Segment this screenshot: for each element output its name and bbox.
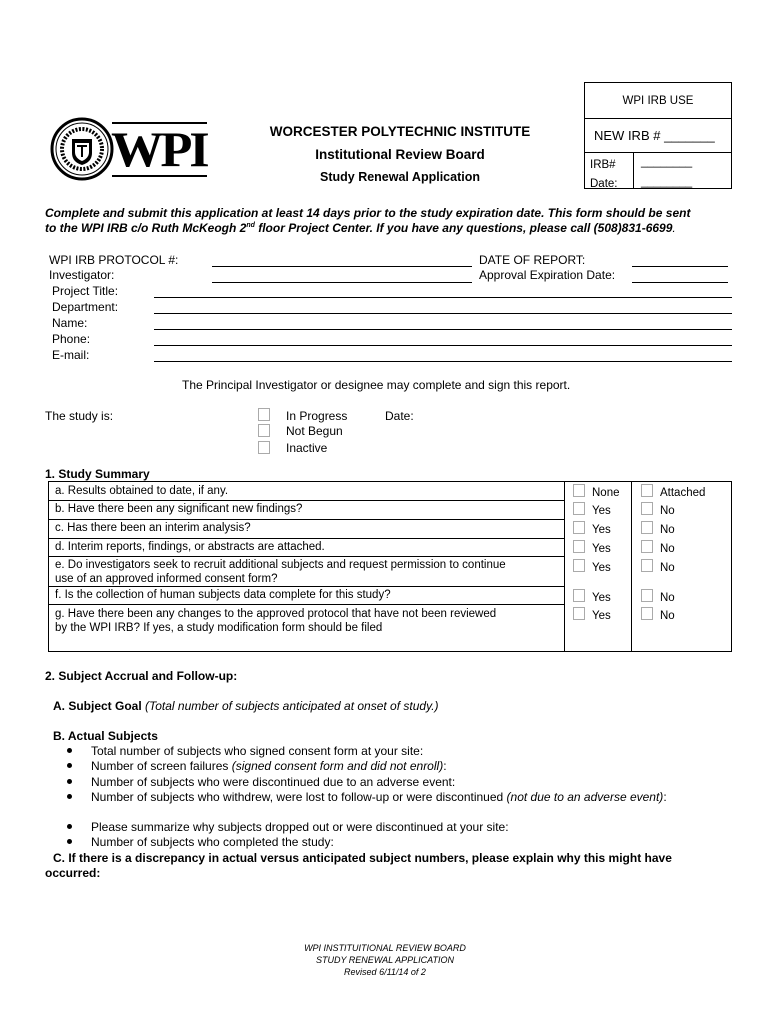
study-summary-table	[48, 481, 732, 652]
bullet-item: Number of subjects who withdrew, were lost to follow-up or were discontinued (not due to an adverse event):	[91, 790, 667, 804]
bullet-item: Number of subjects who were discontinued due to an adverse event:	[91, 775, 456, 789]
instructions	[45, 206, 735, 236]
answer-label: No	[660, 610, 675, 622]
bullet-item: Total number of subjects who signed consent form at your site:	[91, 744, 424, 758]
project-title-field[interactable]	[154, 297, 732, 298]
answer-checkbox[interactable]	[641, 521, 653, 534]
answer-label: No	[660, 592, 675, 604]
board-name: Institutional Review Board	[315, 147, 485, 162]
answer-checkbox[interactable]	[573, 540, 585, 553]
approval-expiration-field[interactable]	[632, 282, 728, 283]
actual-subjects-label: B. Actual Subjects	[53, 729, 158, 743]
status-date-label: Date:	[385, 409, 414, 423]
summary-row	[55, 484, 228, 498]
answer-checkbox[interactable]	[641, 589, 653, 602]
section-1-heading: 1. Study Summary	[45, 467, 150, 481]
protocol-field[interactable]	[212, 266, 472, 267]
instructions-line-2: to the WPI IRB c/o Ruth McKeogh 2nd floor Project Center. If you have any questions, please call (508)831-6699.	[45, 221, 676, 235]
summary-row	[55, 607, 496, 635]
answer-checkbox[interactable]	[573, 484, 585, 497]
wpi-logo	[50, 117, 210, 183]
phone-field[interactable]	[154, 345, 732, 346]
bullet-item: Please summarize why subjects dropped out or were discontinued at your site:	[91, 820, 509, 834]
answer-label: None	[592, 487, 620, 499]
status-option-in-progress: In Progress	[286, 409, 348, 423]
new-irb-field[interactable]: NEW IRB # _______	[594, 128, 715, 143]
summary-question: a. Results obtained to date, if any.	[55, 485, 229, 497]
bullet-dot	[67, 824, 72, 829]
footer	[235, 942, 535, 978]
email-field[interactable]	[154, 361, 732, 362]
bullet-dot	[67, 748, 72, 753]
subject-goal-label: A. Subject Goal	[53, 699, 142, 713]
answer-checkbox[interactable]	[573, 589, 585, 602]
status-checkbox-inactive[interactable]	[258, 441, 270, 454]
irb-date-label: Date:	[590, 178, 618, 190]
irb-date-field[interactable]: ________	[641, 176, 693, 188]
answer-label: Attached	[660, 487, 706, 499]
status-option-not-begun: Not Begun	[286, 424, 343, 438]
answer-label: No	[660, 562, 675, 574]
wpi-seal-icon	[50, 117, 114, 181]
section-2-heading: 2. Subject Accrual and Follow-up:	[45, 669, 238, 683]
answer-label: Yes	[592, 524, 611, 536]
answer-label: Yes	[592, 543, 611, 555]
name-field[interactable]	[154, 329, 732, 330]
study-status-label: The study is:	[45, 409, 114, 423]
status-option-inactive: Inactive	[286, 441, 328, 455]
summary-row	[55, 502, 302, 516]
summary-question: e. Do investigators seek to recruit additional subjects and request permission to continue	[55, 559, 506, 571]
irb-number-label: IRB#	[590, 159, 616, 171]
answer-label: No	[660, 543, 675, 555]
date-of-report-label: DATE OF REPORT:	[479, 253, 586, 267]
answer-label: No	[660, 524, 675, 536]
date-of-report-field[interactable]	[632, 266, 728, 267]
answer-label: Yes	[592, 505, 611, 517]
status-checkbox-not-begun[interactable]	[258, 424, 270, 437]
answer-checkbox[interactable]	[641, 502, 653, 515]
summary-question: g. Have there been any changes to the approved protocol that have not been reviewed	[55, 608, 497, 620]
pi-note: The Principal Investigator or designee may complete and sign this report.	[182, 378, 571, 392]
subject-goal	[53, 699, 439, 714]
summary-question: f. Is the collection of human subjects data complete for this study?	[55, 589, 391, 601]
answer-label: Yes	[592, 592, 611, 604]
answer-checkbox[interactable]	[641, 607, 653, 620]
email-label: E-mail:	[52, 348, 90, 362]
protocol-label: WPI IRB PROTOCOL #:	[49, 253, 179, 267]
summary-row	[55, 588, 391, 602]
summary-question-cont: use of an approved informed consent form?	[55, 573, 278, 585]
irb-number-field[interactable]: ________	[641, 156, 693, 168]
answer-checkbox[interactable]	[641, 540, 653, 553]
summary-question: d. Interim reports, findings, or abstracts are attached.	[55, 541, 325, 553]
answer-checkbox[interactable]	[641, 559, 653, 572]
summary-question: c. Has there been an interim analysis?	[55, 522, 251, 534]
bullet-item: Number of screen failures (signed consent form and did not enroll):	[91, 759, 447, 773]
irb-use-title: WPI IRB USE	[622, 95, 694, 107]
project-title-label: Project Title:	[52, 284, 119, 298]
answer-label: No	[660, 505, 675, 517]
summary-question-cont: by the WPI IRB? If yes, a study modification form should be filed	[55, 622, 383, 634]
answer-checkbox[interactable]	[573, 607, 585, 620]
summary-row	[55, 521, 251, 535]
answer-checkbox[interactable]	[573, 521, 585, 534]
bullet-dot	[67, 779, 72, 784]
logo-wordmark: WPI	[111, 121, 207, 177]
bullet-item: Number of subjects who completed the study:	[91, 835, 334, 849]
footer-line-2: STUDY RENEWAL APPLICATION	[315, 955, 455, 965]
department-field[interactable]	[154, 313, 732, 314]
subject-goal-note: (Total number of subjects anticipated at onset of study.)	[141, 699, 439, 713]
summary-row	[55, 558, 506, 586]
name-label: Name:	[52, 316, 88, 330]
bullet-dot	[67, 839, 72, 844]
phone-label: Phone:	[52, 332, 91, 346]
status-checkbox-in-progress[interactable]	[258, 408, 270, 421]
form-title: Study Renewal Application	[320, 170, 480, 184]
answer-checkbox[interactable]	[573, 559, 585, 572]
bullet-dot	[67, 763, 72, 768]
footer-line-3: Revised 6/11/14 of 2	[344, 967, 426, 977]
answer-checkbox[interactable]	[573, 502, 585, 515]
department-label: Department:	[52, 300, 119, 314]
institute-name: WORCESTER POLYTECHNIC INSTITUTE	[269, 124, 531, 139]
summary-question: b. Have there been any significant new findings?	[55, 503, 303, 515]
approval-expiration-label: Approval Expiration Date:	[479, 268, 616, 282]
answer-checkbox[interactable]	[641, 484, 653, 497]
footer-line-1: WPI INSTITUITIONAL REVIEW BOARD	[304, 943, 466, 953]
discrepancy-question: C. If there is a discrepancy in actual versus anticipated subject numbers, please explain why this might have occurred:	[45, 851, 672, 880]
answer-label: Yes	[592, 610, 611, 622]
bullet-dot	[67, 794, 72, 799]
irb-use-box	[584, 82, 732, 189]
answer-label: Yes	[592, 562, 611, 574]
instructions-line-1: Complete and submit this application at least 14 days prior to the study expiration date. This form should be sent	[45, 206, 691, 220]
summary-row	[55, 540, 325, 554]
investigator-field[interactable]	[212, 282, 472, 283]
investigator-label: Investigator:	[49, 268, 115, 282]
